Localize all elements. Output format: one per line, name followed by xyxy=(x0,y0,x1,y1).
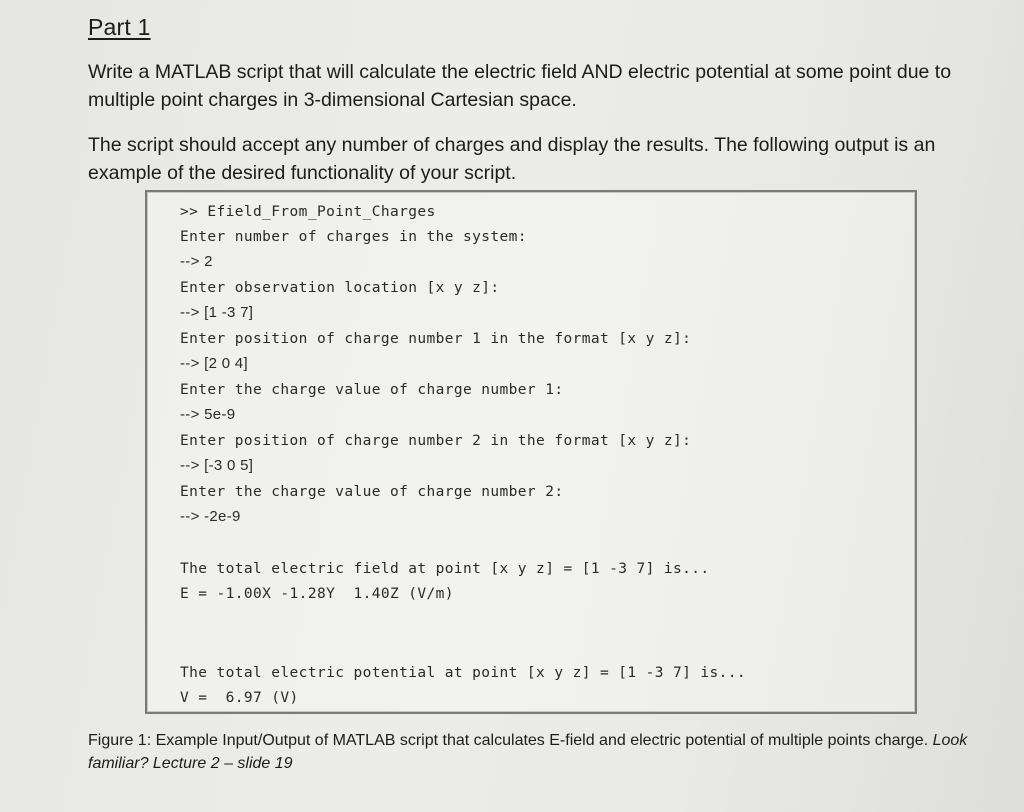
console-line-prompt-position-1: Enter position of charge number 1 in the format [x y z]: xyxy=(180,331,692,347)
console-line-response: --> [1 -3 7] xyxy=(180,304,254,321)
console-line-response: --> 5e-9 xyxy=(180,406,236,423)
console-line-prompt-location: Enter observation location [x y z]: xyxy=(180,280,500,296)
console-line-response: --> -2e-9 xyxy=(180,508,241,525)
console-line-potential-result: V = 6.97 (V) xyxy=(180,690,299,706)
console-line-prompt-value-1: Enter the charge value of charge number 1: xyxy=(180,382,564,398)
figure-caption xyxy=(88,729,988,775)
instruction-paragraph-2: The script should accept any number of charges and display the results. The following output is an example of the desired functionality of your script. xyxy=(88,134,936,184)
console-line-command: >> Efield_From_Point_Charges xyxy=(180,204,436,220)
console-line-efield-result: E = -1.00X -1.28Y 1.40Z (V/m) xyxy=(180,586,454,602)
console-output-box xyxy=(145,190,917,714)
console-line-prompt-charges: Enter number of charges in the system: xyxy=(180,229,527,245)
instruction-paragraph-1: Write a MATLAB script that will calculate the electric field AND electric potential at some point due to multiple point charges in 3-dimensional Cartesian space. xyxy=(88,61,952,111)
console-line-prompt-value-2: Enter the charge value of charge number 2: xyxy=(180,484,564,500)
caption-text: Figure 1: Example Input/Output of MATLAB script that calculates E-field and electric potential of multiple points charge. xyxy=(88,732,933,749)
console-line-response: --> 2 xyxy=(180,253,213,270)
console-line-potential-header: The total electric potential at point [x y z] = [1 -3 7] is... xyxy=(180,665,747,681)
caption-italic-note: Look familiar? Lecture 2 – slide 19 xyxy=(88,732,968,772)
console-line-efield-header: The total electric field at point [x y z] = [1 -3 7] is... xyxy=(180,561,710,577)
part-title: Part 1 xyxy=(88,14,151,40)
console-line-prompt-position-2: Enter position of charge number 2 in the format [x y z]: xyxy=(180,433,692,449)
console-line-response: --> [2 0 4] xyxy=(180,355,248,372)
console-line-response: --> [-3 0 5] xyxy=(180,457,254,474)
